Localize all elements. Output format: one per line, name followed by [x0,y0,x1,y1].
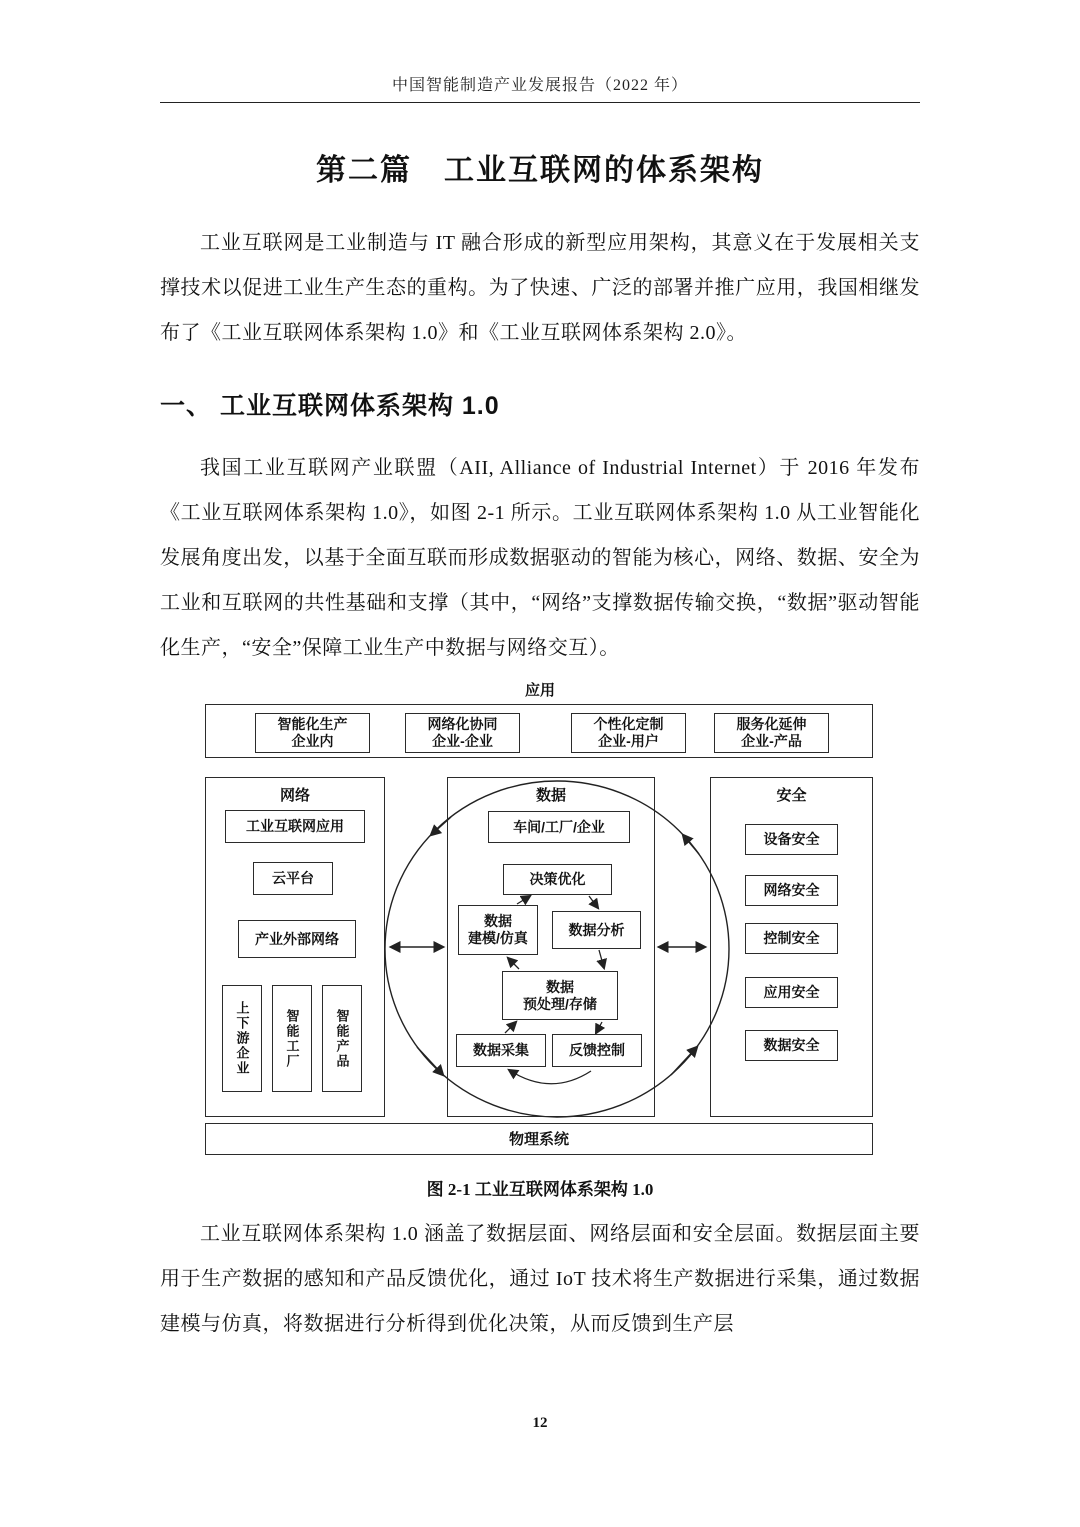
app-box-personalized-customization: 个性化定制 企业-用户 [571,713,686,753]
diagram-app-label: 应用 [524,682,555,699]
architecture-diagram [205,679,875,1157]
data-box-feedback-control: 反馈控制 [552,1034,642,1067]
network-box-iiot-application: 工业互联网应用 [225,810,365,843]
network-box-external-network: 产业外部网络 [238,920,356,958]
paragraph-intro: 工业互联网是工业制造与 IT 融合形成的新型应用架构，其意义在于发展相关支撑技术以促进工业生产生态的重构。为了快速、广泛的部署并推广应用，我国相继发布了《工业互联网体系架构 1.0》和《工业互联网体系架构 2.0》。 [160,232,920,344]
header-title: 中国智能制造产业发展报告（2022 年） [391,77,688,94]
security-box-control: 控制安全 [745,923,838,954]
app-box-service-extension: 服务化延伸 企业-产品 [714,713,829,753]
data-panel-title: 数据 [535,787,566,804]
paragraph-coverage: 工业互联网体系架构 1.0 涵盖了数据层面、网络层面和安全层面。数据层面主要用于生产数据的感知和产品反馈优化，通过 IoT 技术将生产数据进行采集，通过数据建模与仿真，将数据进行分析得到优化决策，从而反馈到生产层 [160,1223,920,1335]
network-box-cloud-platform: 云平台 [253,862,333,895]
section-heading: 一、 工业互联网体系架构 1.0 [160,392,500,420]
chapter-title: 第二篇 工业互联网的体系架构 [316,154,764,187]
security-box-device: 设备安全 [745,824,838,855]
data-box-decision-optimization: 决策优化 [503,864,612,895]
network-box-smart-product: 智能产品 [322,985,362,1092]
data-box-data-analysis: 数据分析 [552,911,641,949]
security-box-application: 应用安全 [745,977,838,1008]
app-box-smart-production: 智能化生产 企业内 [255,713,370,753]
data-box-preprocessing-storage: 数据 预处理/存储 [502,971,618,1020]
physical-system-box: 物理系统 [205,1123,873,1155]
paragraph-architecture: 我国工业互联网产业联盟（AII, Alliance of Industrial Internet）于 2016 年发布《工业互联网体系架构 1.0》，如图 2-1 所示。工业互联网体系架构 1.0 从工业智能化发展角度出发，以基于全面互联而形成数据驱动的智能为核心，网络、数据、安全为工业和互联网的共性基础和支撑（其中，“网络”支撑数据传输交换，“数据”驱动智能化生产，“安全”保障工业生产中数据与网络交互）。 [160,457,920,659]
page-number: 12 [532,1415,548,1431]
app-box-network-collaboration: 网络化协同 企业-企业 [405,713,520,753]
network-box-smart-factory: 智能工厂 [272,985,312,1092]
network-panel-title: 网络 [279,787,310,804]
document-header [160,0,920,103]
data-box-data-collection: 数据采集 [456,1034,546,1067]
data-box-modeling-simulation: 数据 建模/仿真 [458,905,538,955]
security-panel-title: 安全 [776,787,807,804]
page-content [160,145,920,1347]
security-box-network: 网络安全 [745,875,838,906]
security-box-data: 数据安全 [745,1030,838,1061]
figure-caption: 图 2-1 工业互联网体系架构 1.0 [426,1180,654,1199]
figure-2-1 [160,679,920,1157]
network-box-upstream-downstream: 上下游企业 [222,985,262,1092]
data-box-workshop-factory-enterprise: 车间/工厂/企业 [488,811,630,843]
